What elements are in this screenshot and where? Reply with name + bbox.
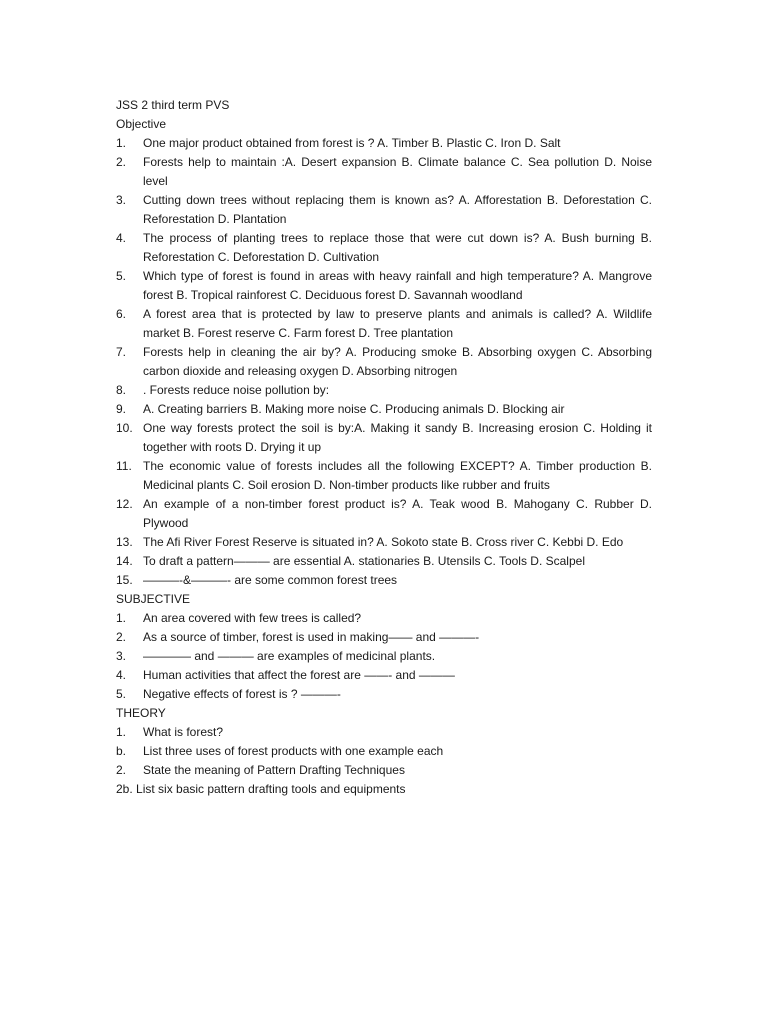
- question-text: The process of planting trees to replace those that were cut down is? A. Bush burning B. Reforestation C. Deforestation D. Cultivation: [143, 231, 652, 264]
- question-number: 11.: [116, 459, 132, 473]
- question-text: A forest area that is protected by law to preserve plants and animals is called? A. Wildlife market B. Forest reserve C. Farm forest D. Tree plantation: [143, 307, 652, 340]
- objective-question-7: [116, 343, 652, 381]
- question-text: Negative effects of forest is ? ———-: [143, 687, 341, 701]
- question-number: 4.: [116, 231, 127, 245]
- subjective-question-5: [116, 685, 652, 704]
- question-text: ———-&———- are some common forest trees: [143, 573, 398, 587]
- question-text: . Forests reduce noise pollution by:: [143, 383, 330, 397]
- objective-question-8: [116, 381, 652, 400]
- question-text: Cutting down trees without replacing them is known as? A. Afforestation B. Deforestation C. Reforestation D. Plantation: [143, 193, 652, 226]
- objective-question-1: [116, 134, 652, 153]
- question-number: b.: [116, 744, 127, 758]
- question-text: To draft a pattern——— are essential A. stationaries B. Utensils C. Tools D. Scalpel: [143, 554, 585, 568]
- question-text: As a source of timber, forest is used in making—— and ———-: [143, 630, 480, 644]
- theory-heading: THEORY: [116, 706, 166, 720]
- objective-question-12: [116, 495, 652, 533]
- objective-question-14: [116, 552, 652, 571]
- question-text: Forests help to maintain :A. Desert expansion B. Climate balance C. Sea pollution D. Noise level: [143, 155, 652, 188]
- question-number: 2.: [116, 155, 127, 169]
- objective-question-15: [116, 571, 652, 590]
- question-number: 10.: [116, 421, 133, 435]
- question-text: Which type of forest is found in areas with heavy rainfall and high temperature? A. Mangrove forest B. Tropical rainforest C. Deciduous forest D. Savannah woodland: [143, 269, 652, 302]
- subjective-list: [116, 609, 652, 704]
- objective-heading: Objective: [116, 117, 167, 131]
- question-number: 3.: [116, 649, 127, 663]
- theory-list: [116, 723, 652, 780]
- question-text: Human activities that affect the forest are ——- and ———: [143, 668, 455, 682]
- objective-question-2: [116, 153, 652, 191]
- objective-question-13: [116, 533, 652, 552]
- subjective-question-4: [116, 666, 652, 685]
- question-text: State the meaning of Pattern Drafting Techniques: [143, 763, 405, 777]
- question-text: List three uses of forest products with one example each: [143, 744, 444, 758]
- question-number: 15.: [116, 573, 133, 587]
- objective-question-9: [116, 400, 652, 419]
- question-text: An example of a non-timber forest product is? A. Teak wood B. Mahogany C. Rubber D. Plywood: [143, 497, 652, 530]
- question-text: One major product obtained from forest is ? A. Timber B. Plastic C. Iron D. Salt: [143, 136, 561, 150]
- question-number: 1.: [116, 611, 127, 625]
- objective-question-3: [116, 191, 652, 229]
- theory-question-2: [116, 761, 652, 780]
- question-number: 5.: [116, 687, 127, 701]
- question-text: An area covered with few trees is called?: [143, 611, 362, 625]
- subjective-question-1: [116, 609, 652, 628]
- question-number: 9.: [116, 402, 127, 416]
- question-number: 1.: [116, 725, 127, 739]
- objective-list: [116, 134, 652, 590]
- question-number: 3.: [116, 193, 127, 207]
- question-text: Forests help in cleaning the air by? A. Producing smoke B. Absorbing oxygen C. Absorbing carbon dioxide and releasing oxygen D. Absorbing nitrogen: [143, 345, 652, 378]
- objective-question-4: [116, 229, 652, 267]
- question-number: 12.: [116, 497, 133, 511]
- question-number: 1.: [116, 136, 127, 150]
- document-title: JSS 2 third term PVS: [116, 98, 230, 112]
- question-number: 7.: [116, 345, 127, 359]
- question-number: 4.: [116, 668, 127, 682]
- objective-question-10: [116, 419, 652, 457]
- question-text: The Afi River Forest Reserve is situated in? A. Sokoto state B. Cross river C. Kebbi D. Edo: [143, 535, 624, 549]
- subjective-question-3: [116, 647, 652, 666]
- question-number: 6.: [116, 307, 127, 321]
- theory-question-1b: [116, 742, 652, 761]
- question-text: A. Creating barriers B. Making more noise C. Producing animals D. Blocking air: [143, 402, 565, 416]
- question-number: 5.: [116, 269, 127, 283]
- theory-question-1: [116, 723, 652, 742]
- question-text: ———— and ——— are examples of medicinal plants.: [143, 649, 436, 663]
- objective-question-6: [116, 305, 652, 343]
- subjective-heading: SUBJECTIVE: [116, 592, 191, 606]
- question-number: 13.: [116, 535, 133, 549]
- document-page: [116, 96, 652, 799]
- question-text: The economic value of forests includes all the following EXCEPT? A. Timber production B. Medicinal plants C. Soil erosion D. Non-timber products like rubber and fruits: [143, 459, 652, 492]
- theory-question-2b: 2b. List six basic pattern drafting tools and equipments: [116, 782, 406, 796]
- question-number: 2.: [116, 630, 127, 644]
- question-number: 14.: [116, 554, 133, 568]
- subjective-question-2: [116, 628, 652, 647]
- question-number: 8.: [116, 383, 127, 397]
- question-number: 2.: [116, 763, 127, 777]
- objective-question-5: [116, 267, 652, 305]
- objective-question-11: [116, 457, 652, 495]
- question-text: One way forests protect the soil is by:A. Making it sandy B. Increasing erosion C. Holding it together with roots D. Drying it up: [143, 421, 652, 454]
- question-text: What is forest?: [143, 725, 224, 739]
